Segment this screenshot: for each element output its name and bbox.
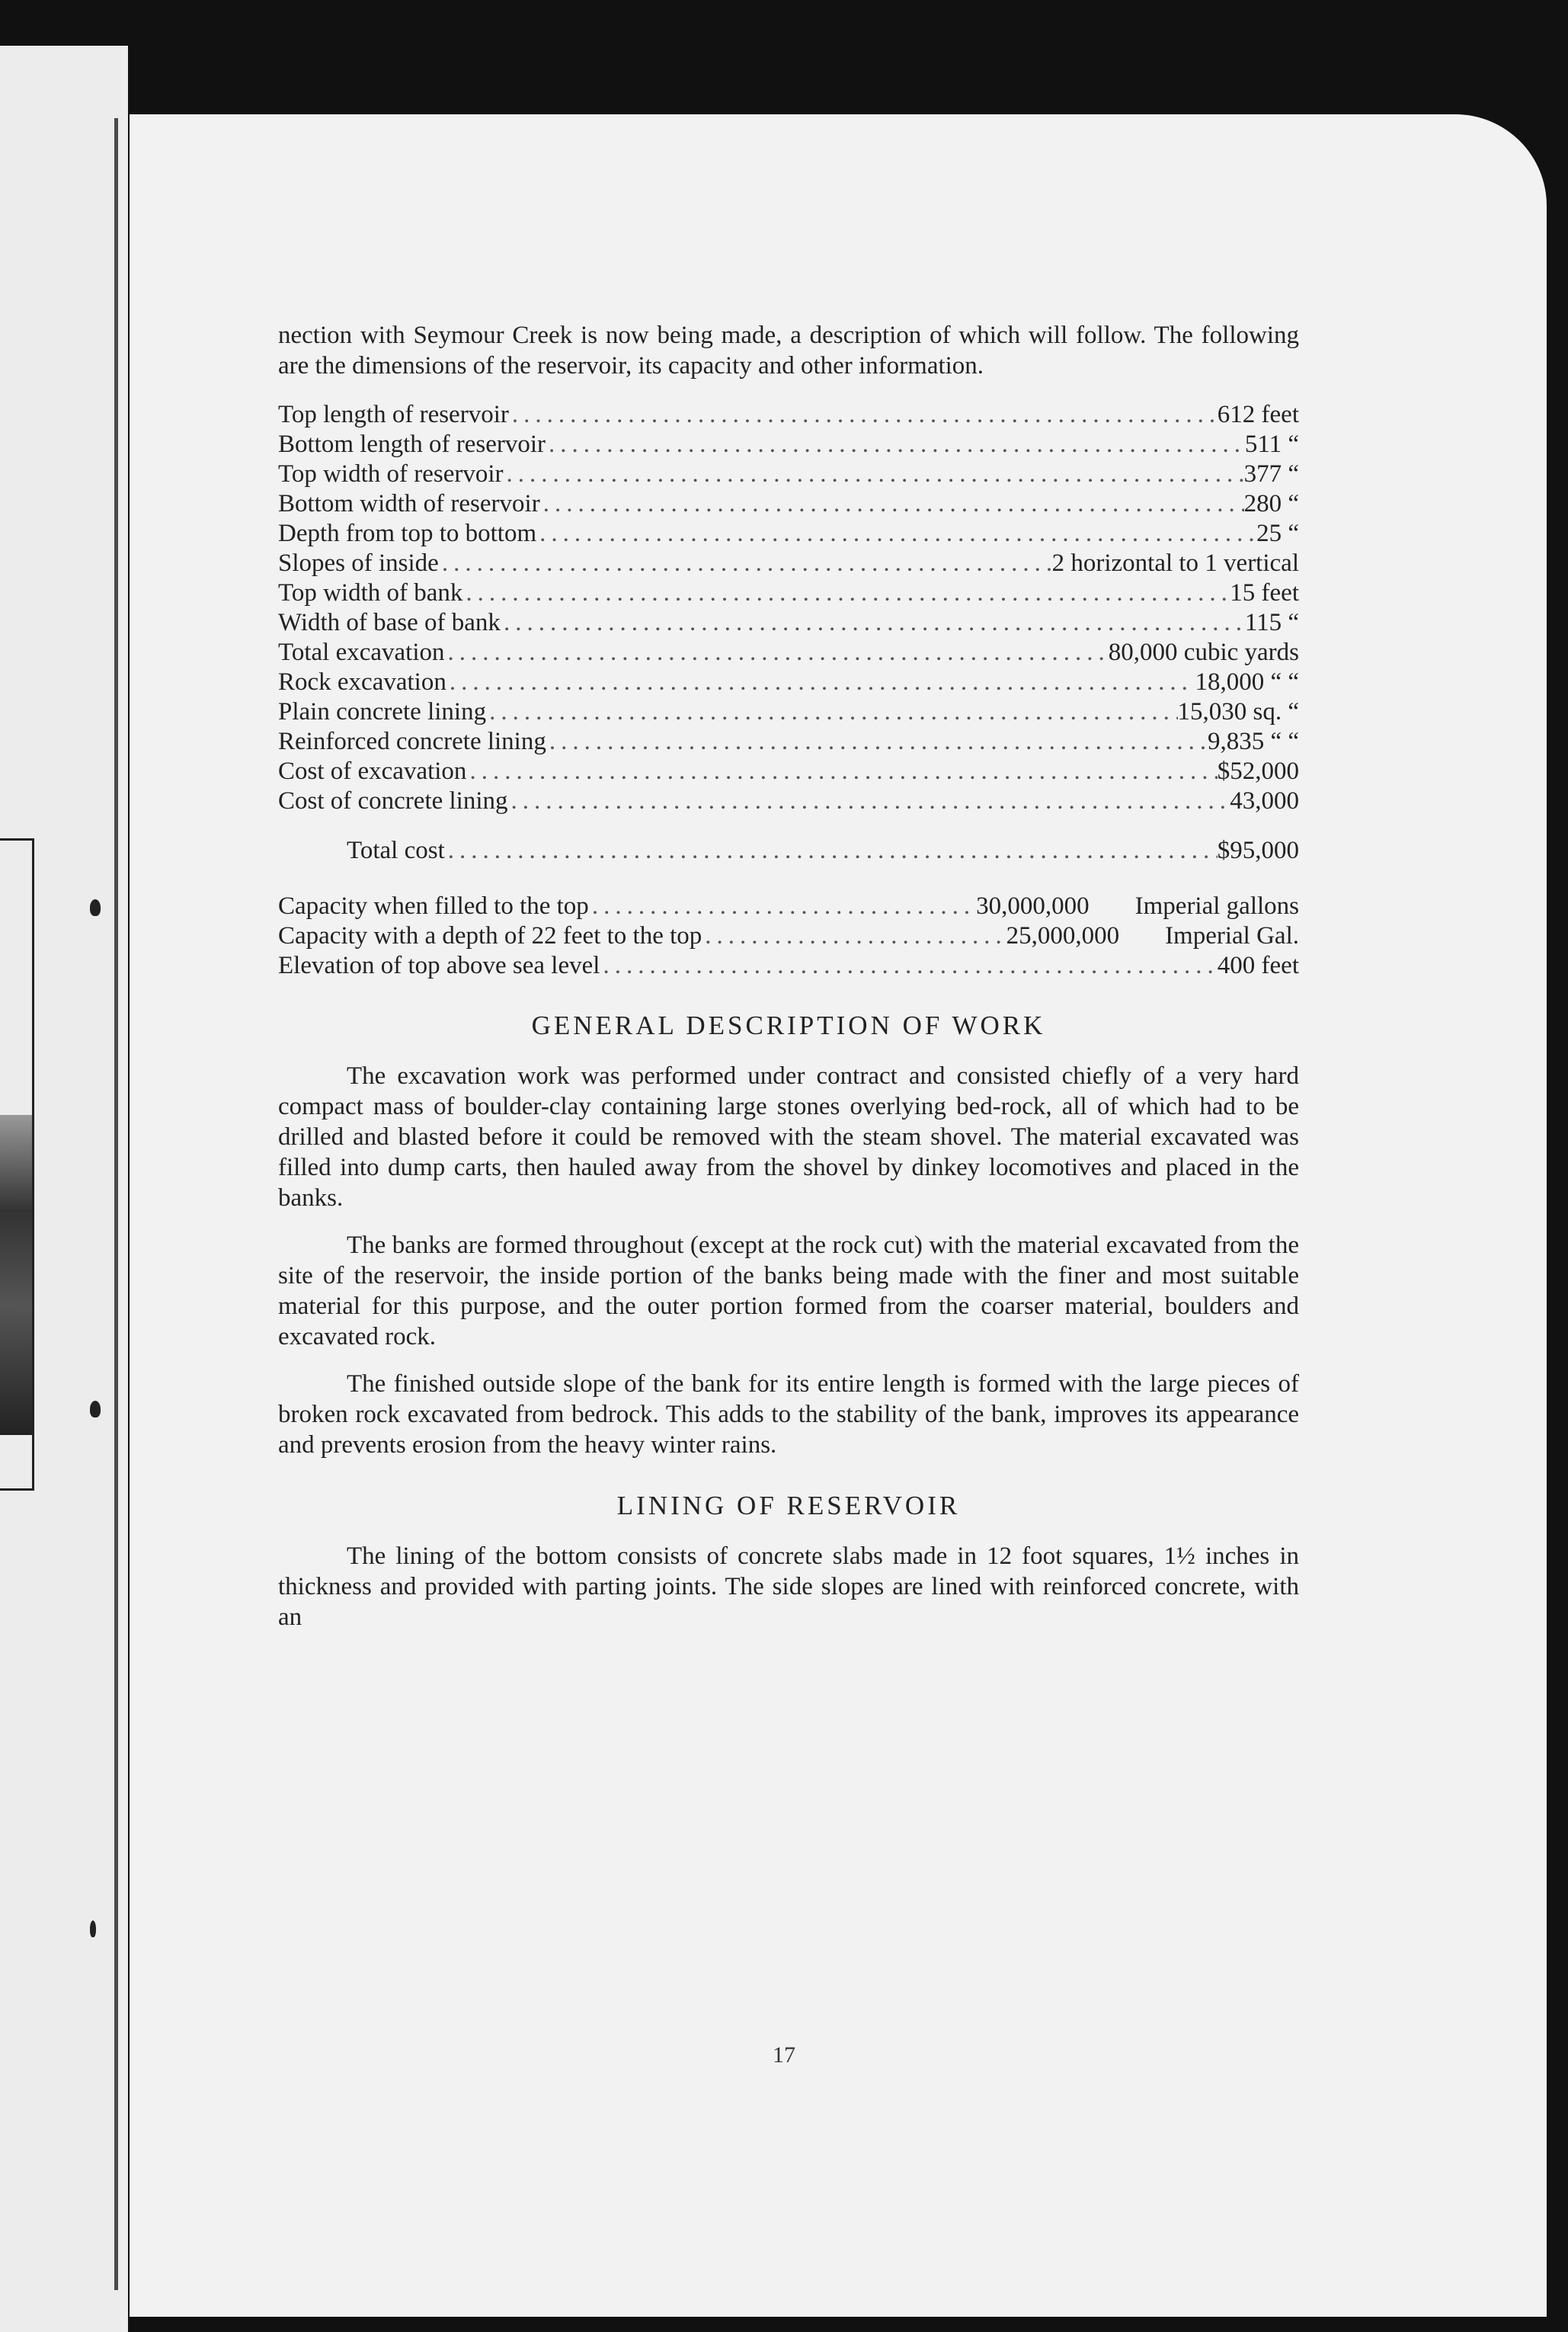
dimension-row: Plain concrete lining ..... 15,030 sq. “ (278, 697, 1299, 726)
dimension-row: Top width of bank ..... 15 feet (278, 578, 1299, 607)
dimensions-table (278, 399, 1299, 815)
page-content (278, 320, 1299, 1632)
gutter-line (114, 118, 118, 2290)
dimension-row: Slopes of inside ..... 2 horizontal to 1 vertical (278, 548, 1299, 578)
dimension-row: Reinforced concrete lining ..... 9,835 “ “ (278, 726, 1299, 756)
binding-mark (90, 899, 101, 916)
dimension-row: Total excavation ..... 80,000 cubic yards (278, 637, 1299, 667)
page-number: 17 (773, 2042, 795, 2068)
facing-page-photo (0, 838, 34, 1491)
capacity-row: Capacity with a depth of 22 feet to the top ..... 25,000,000 Imperial Gal. (278, 921, 1299, 950)
binding-mark (90, 1401, 101, 1417)
capacity-row: Elevation of top above sea level ..... 400 feet (278, 950, 1299, 980)
dimension-row: Cost of concrete lining ..... 43,000 (278, 786, 1299, 815)
body-paragraph: The lining of the bottom consists of concrete slabs made in 12 foot squares, 1½ inches in thickness and provided with parting joints. The side slopes are lined with reinforced concrete, with an (278, 1542, 1299, 1631)
dimension-row: Top width of reservoir ..... 377 “ (278, 459, 1299, 489)
dimension-row: Cost of excavation ..... $52,000 (278, 756, 1299, 786)
total-cost-row: Total cost ..... $95,000 (278, 835, 1299, 865)
section-heading: LINING OF RESERVOIR (616, 1491, 961, 1520)
binding-mark (90, 1920, 96, 1937)
dimension-row: Top length of reservoir ..... 612 feet (278, 399, 1299, 429)
dimension-row: Rock excavation ..... 18,000 “ “ (278, 667, 1299, 697)
section-heading: GENERAL DESCRIPTION OF WORK (531, 1011, 1046, 1040)
capacity-row: Capacity when filled to the top ..... 30,000,000 Imperial gallons (278, 891, 1299, 921)
body-paragraph: The banks are formed throughout (except at the rock cut) with the material excavated from the site of the reservoir, the inside portion of the banks being made with the finer and most suitable material for this purpose, and the outer portion formed from the coarser material, boulders and excavated rock. (278, 1232, 1299, 1350)
dimension-row: Depth from top to bottom ..... 25 “ (278, 518, 1299, 548)
dimension-row: Bottom length of reservoir ..... 511 “ (278, 429, 1299, 459)
capacity-table (278, 891, 1299, 980)
dimension-row: Bottom width of reservoir ..... 280 “ (278, 489, 1299, 518)
intro-paragraph: nection with Seymour Creek is now being made, a description of which will follow. The following are the dimensions of the reservoir, its capacity and other information. (278, 322, 1299, 380)
dimension-row: Width of base of bank ..... 115 “ (278, 607, 1299, 637)
photo-dark-area (0, 1115, 32, 1435)
body-paragraph: The excavation work was performed under contract and consisted chiefly of a very hard compact mass of boulder-clay containing large stones overlying bed-rock, all of which had to be drilled and blasted before it could be removed with the steam shovel. The material excavated was filled into dump carts, then hauled away from the shovel by dinkey locomotives and placed in the banks. (278, 1062, 1299, 1212)
body-paragraph: The finished outside slope of the bank for its entire length is formed with the large pieces of broken rock excavated from bedrock. This adds to the stability of the bank, improves its appearance and prevents erosion from the heavy winter rains. (278, 1370, 1299, 1459)
